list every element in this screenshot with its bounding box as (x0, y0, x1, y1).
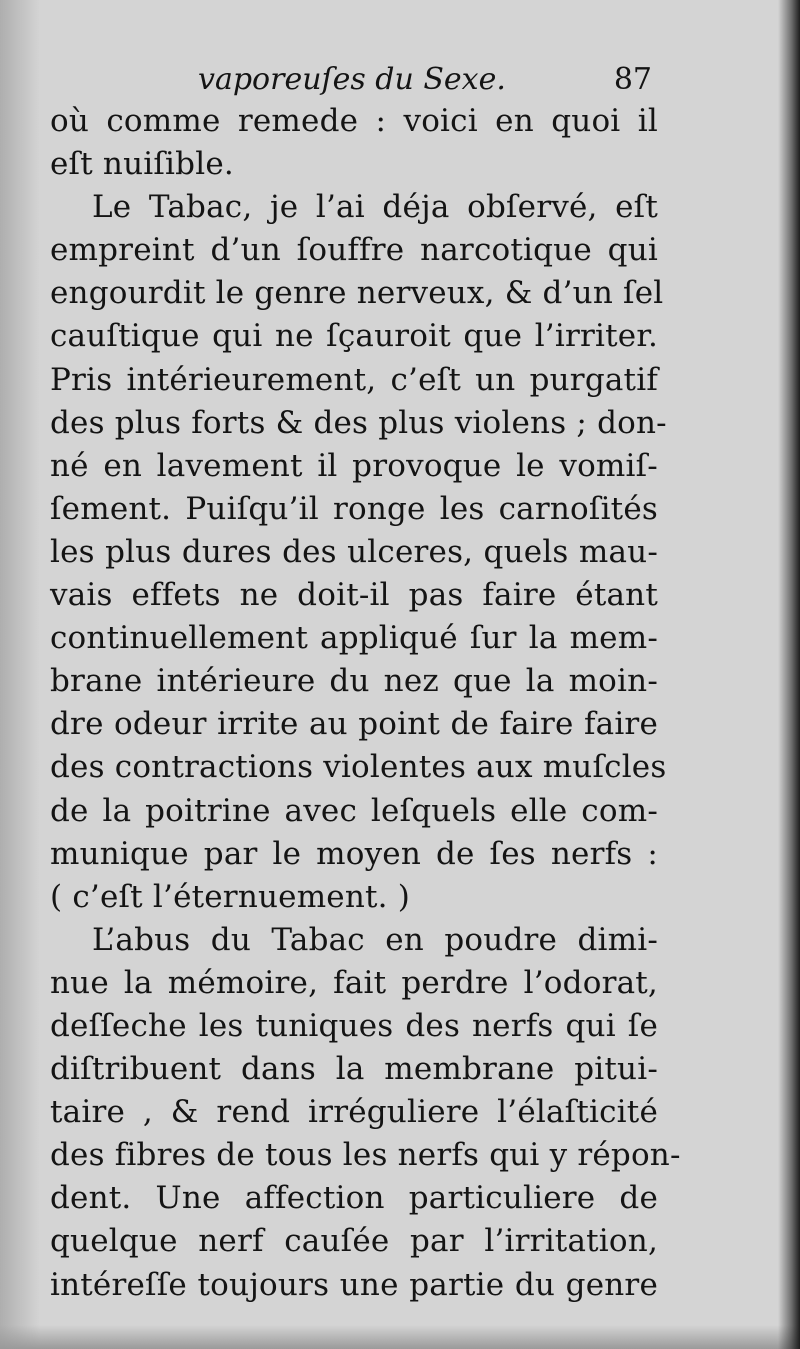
text-line: deſſeche les tuniques des nerfs qui ſe (50, 1007, 658, 1044)
paragraph-tabac (50, 186, 667, 919)
text-line: ſement. Puiſqu’il ronge les carnoſités (50, 490, 658, 527)
text-line: eſt nuiſible. (50, 146, 234, 183)
text-line: Pris intérieurement, c’eſt un purgatif (50, 361, 658, 398)
text-line: brane intérieure du nez que la moin- (50, 663, 658, 700)
text-line: munique par le moyen de ſes nerfs : (50, 835, 658, 872)
text-line: L’abus du Tabac en poudre dimi- (92, 921, 658, 958)
text-line: cauſtique qui ne ſçauroit que l’irriter. (50, 318, 658, 355)
text-line: empreint d’un ſouffre narcotique qui (50, 232, 658, 269)
text-line: intéreſſe toujours une partie du genre (50, 1266, 658, 1303)
paragraph-abus (50, 919, 681, 1307)
text-line: taire , & rend irréguliere l’élaſticité (50, 1094, 658, 1131)
text-line: des plus forts & des plus violens ; don- (50, 404, 667, 441)
text-line: continuellement appliqué ſur la mem- (50, 620, 658, 657)
text-line: diſtribuent dans la membrane pitui- (50, 1051, 658, 1088)
text-line: quelque nerf cauſée par l’irritation, (50, 1223, 658, 1260)
text-line: nue la mémoire, fait perdre l’odorat, (50, 964, 658, 1001)
text-line: les plus dures des ulceres, quels mau- (50, 533, 658, 570)
text-line: dre odeur irrite au point de faire faire (50, 706, 658, 743)
text-line: où comme remede : voici en quoi il (50, 103, 658, 139)
page-text (50, 60, 681, 1307)
text-line: vais effets ne doit-il pas faire étant (50, 577, 658, 614)
text-line: de la poitrine avec leſquels elle com- (50, 792, 658, 829)
page-number: 87 (613, 62, 652, 97)
paragraph-continuation (50, 100, 658, 186)
text-line: dent. Une affection particuliere de (50, 1180, 658, 1217)
text-line: engourdit le genre nerveux, & d’un ſel (50, 275, 664, 312)
text-line: né en lavement il provoque le vomiſ- (50, 447, 658, 484)
text-line: Le Tabac, je l’ai déja obſervé, eſt (92, 189, 658, 226)
text-line: des contractions violentes aux muſcles (50, 749, 667, 786)
text-line: des fibres de tous les nerfs qui y répon- (50, 1137, 681, 1174)
page-bottom-edge (0, 1325, 800, 1349)
text-line: ( c’eſt l’éternuement. ) (50, 878, 411, 915)
running-title: vaporeuſes du Sexe. (198, 62, 506, 97)
running-head (50, 60, 658, 100)
